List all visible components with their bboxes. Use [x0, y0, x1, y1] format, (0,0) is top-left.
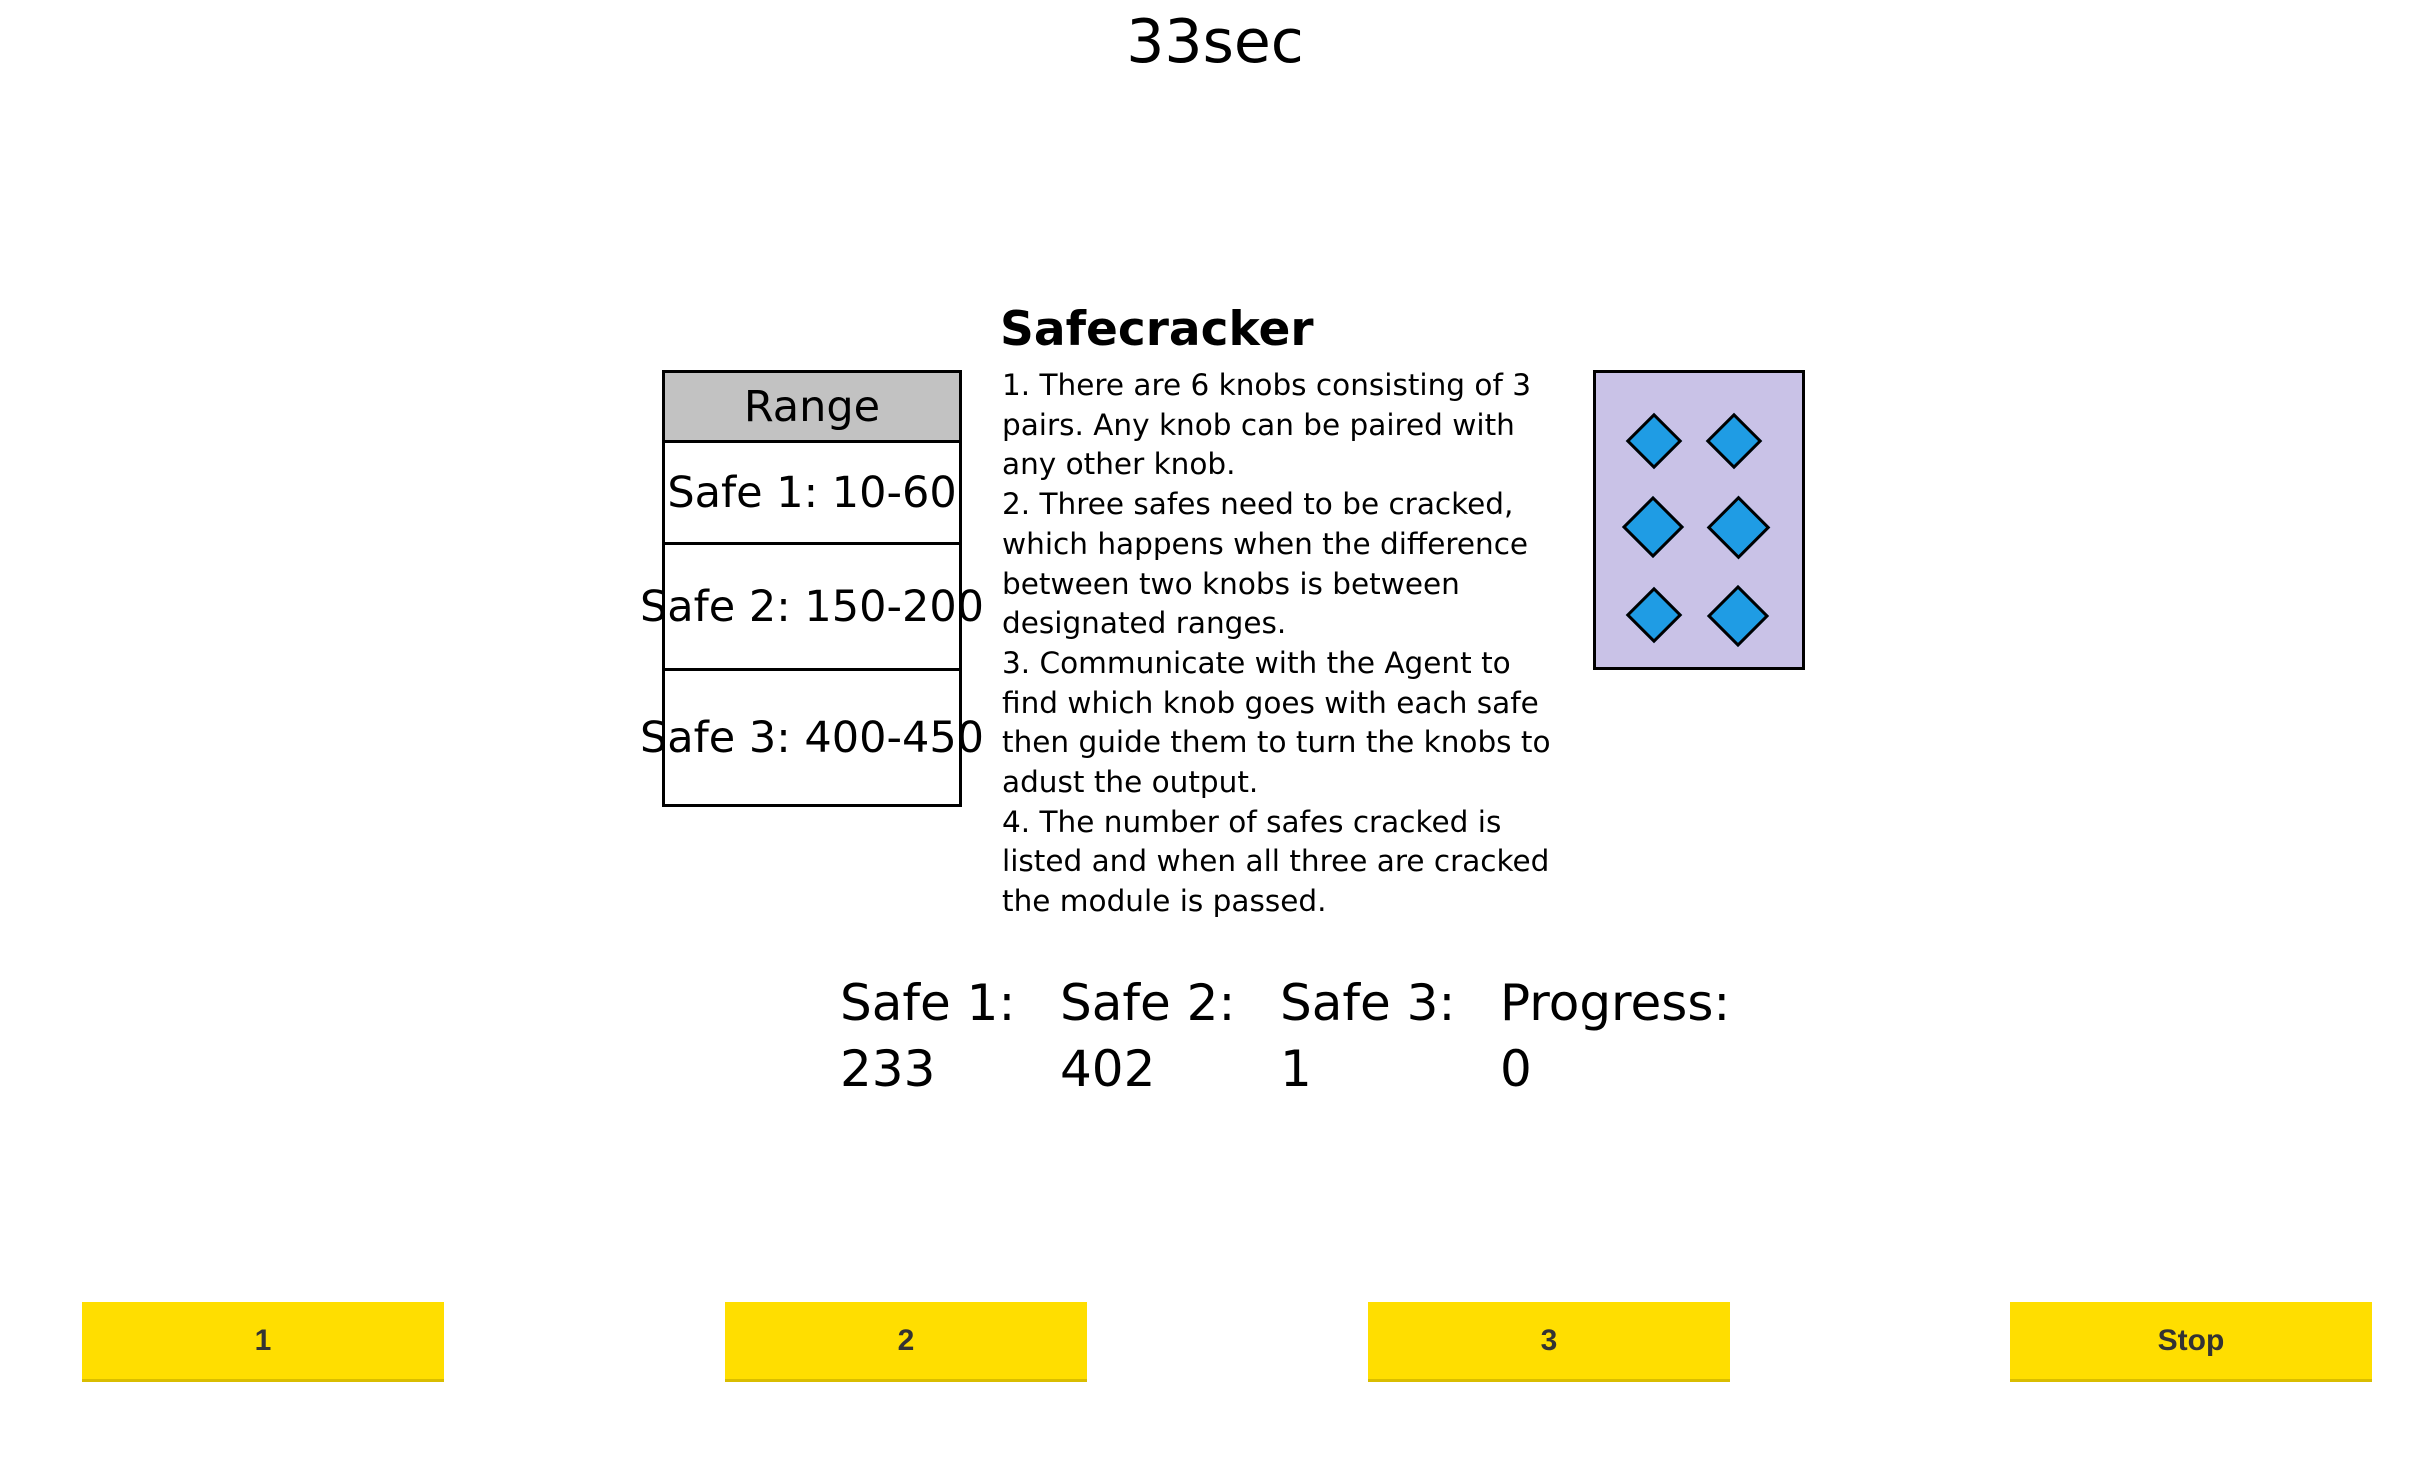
instruction-1: 1. There are 6 knobs consisting of 3 pairs. Any knob can be paired with any other knob. [1002, 368, 1531, 482]
range-table [639, 370, 985, 807]
timer: 33sec [1126, 7, 1304, 77]
knob-3-diamond-icon[interactable] [1622, 496, 1684, 558]
stat-progress-value: 0 [1500, 1040, 1532, 1098]
knob-panel [1593, 370, 1805, 670]
stat-safe-2-label: Safe 2: [1060, 974, 1236, 1032]
stat-safe-3-value: 1 [1280, 1040, 1312, 1098]
stat-safe-1-label: Safe 1: [840, 974, 1016, 1032]
page-title: Safecracker [1000, 302, 1314, 357]
range-row-safe-1: Safe 1: 10-60 [665, 443, 959, 545]
button-2[interactable]: 2 [725, 1302, 1087, 1382]
button-3[interactable]: 3 [1368, 1302, 1730, 1382]
stat-safe-2 [1060, 970, 1235, 1102]
stat-safe-3 [1280, 970, 1455, 1102]
knob-6-diamond-icon[interactable] [1707, 585, 1769, 647]
range-table-header: Range [665, 373, 959, 443]
button-1[interactable]: 1 [82, 1302, 444, 1382]
stop-button[interactable]: Stop [2010, 1302, 2372, 1382]
stat-safe-3-label: Safe 3: [1280, 974, 1456, 1032]
knob-1-diamond-icon[interactable] [1626, 413, 1683, 470]
instruction-2: 2. Three safes need to be cracked, which happens when the difference between two knobs is between designated ranges. [1002, 487, 1529, 641]
stat-safe-2-value: 402 [1060, 1040, 1156, 1098]
knob-5-diamond-icon[interactable] [1626, 587, 1683, 644]
knob-4-diamond-icon[interactable] [1707, 496, 1771, 560]
instructions [1002, 366, 1562, 922]
range-row-safe-2: Safe 2: 150-200 [665, 545, 959, 671]
knob-2-diamond-icon[interactable] [1706, 413, 1763, 470]
stat-safe-1 [840, 970, 1015, 1102]
stat-progress [1500, 970, 1730, 1102]
stat-safe-1-value: 233 [840, 1040, 936, 1098]
stat-progress-label: Progress: [1500, 974, 1731, 1032]
instruction-3: 3. Communicate with the Agent to find which knob goes with each safe then guide them to turn the knobs to adust the output. [1002, 645, 1551, 800]
range-row-safe-3: Safe 3: 400-450 [639, 712, 985, 763]
instruction-4: 4. The number of safes cracked is listed and when all three are cracked the module is passed. [1002, 804, 1550, 919]
